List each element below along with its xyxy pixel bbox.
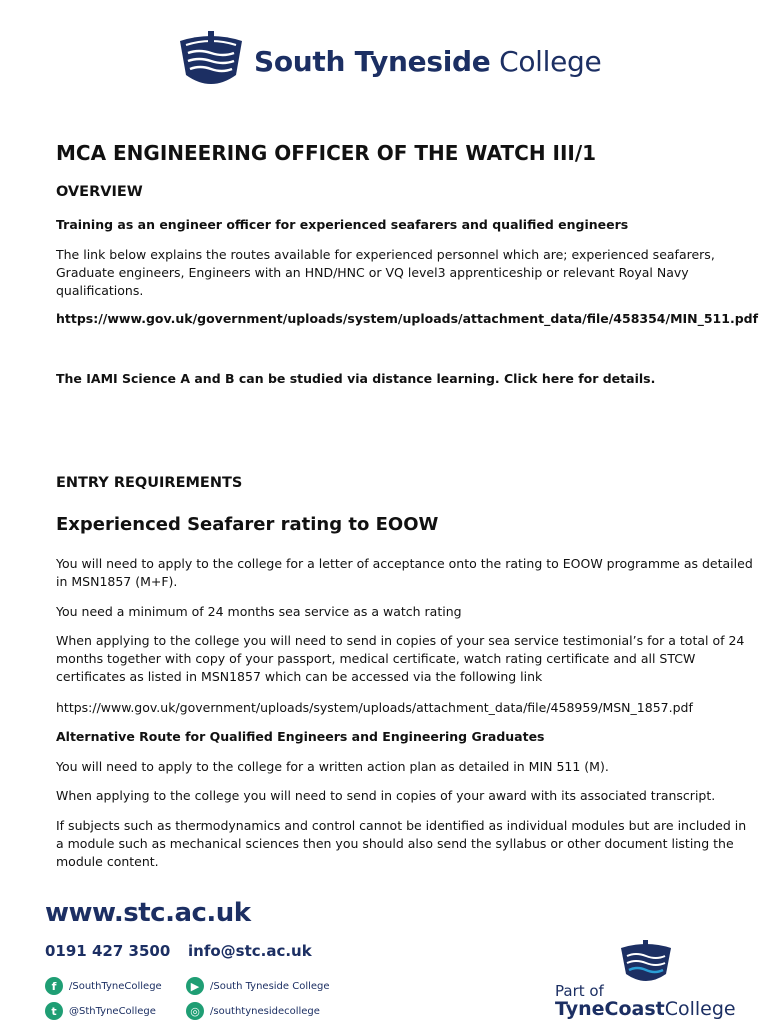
ship-logo-icon [176,31,246,91]
facebook-icon: f [45,977,63,995]
instagram-link[interactable]: ◎ /southtynesidecollege [186,1002,320,1020]
facebook-link[interactable]: f /SouthTyneCollege [45,977,162,995]
alternative-paragraph-2: When applying to the college you will need to send in copies of your award with its associated transcript. [56,788,716,803]
phone-number: 0191 427 3500 [45,942,171,960]
alternative-paragraph-1: You will need to apply to the college for a written action plan as detailed in MIN 511 (M). [56,759,609,774]
part-of-label: Part of [555,982,604,1000]
tyne-coast-logo-icon [617,940,675,986]
footer [0,890,768,1024]
min511-link[interactable]: https://www.gov.uk/government/uploads/system/uploads/attachment_data/file/458354/MIN_511.pdf [56,311,759,326]
email-link[interactable]: info@stc.ac.uk [188,942,312,960]
twitter-link[interactable]: t @SthTyneCollege [45,1002,156,1020]
website-link[interactable]: www.stc.ac.uk [45,898,251,928]
msn1857-link[interactable]: https://www.gov.uk/government/uploads/system/uploads/attachment_data/file/458959/MSN_1857.pdf [56,700,693,715]
youtube-icon: ▶ [186,977,204,995]
alternative-route-heading: Alternative Route for Qualified Engineers and Engineering Graduates [56,729,545,744]
alternative-paragraph-3: If subjects such as thermodynamics and control cannot be identified as individual modules but are included in a module such as mechanical sciences then you should also send the syllabus or other document listing the module content. [56,818,747,869]
overview-paragraph: The link below explains the routes available for experienced personnel which are; experienced seafarers, Graduate engineers, Engineers with an HND/HNC or VQ level3 apprenticeship or relevant Royal Navy qualifications. [56,247,715,298]
overview-subheading: Training as an engineer officer for experienced seafarers and qualified engineers [56,217,629,232]
overview-heading: OVERVIEW [56,184,143,200]
tyne-coast-college-name: TyneCoastCollege [555,998,736,1020]
instagram-icon: ◎ [186,1002,204,1020]
seafarer-paragraph-3: When applying to the college you will need to send in copies of your sea service testimonial’s for a total of 24 months together with copy of your passport, medical certificate, watch rating certificate and all STCW certificates as listed in MSN1857 which can be accessed via the following link [56,633,745,684]
page-title: MCA ENGINEERING OFFICER OF THE WATCH III/1 [56,141,597,165]
iami-link[interactable]: The IAMI Science A and B can be studied via distance learning. Click here for details. [56,371,656,386]
seafarer-paragraph-1: You will need to apply to the college for a letter of acceptance onto the rating to EOOW programme as detailed in MSN1857 (M+F). [56,556,753,589]
seafarer-paragraph-2: You need a minimum of 24 months sea service as a watch rating [56,604,462,619]
entry-requirements-heading: ENTRY REQUIREMENTS [56,475,243,491]
seafarer-heading: Experienced Seafarer rating to EOOW [56,514,439,535]
college-header [176,30,601,92]
document-body [56,138,759,869]
youtube-link[interactable]: ▶ /South Tyneside College [186,977,330,995]
twitter-icon: t [45,1002,63,1020]
college-name: South Tyneside College [254,44,602,78]
